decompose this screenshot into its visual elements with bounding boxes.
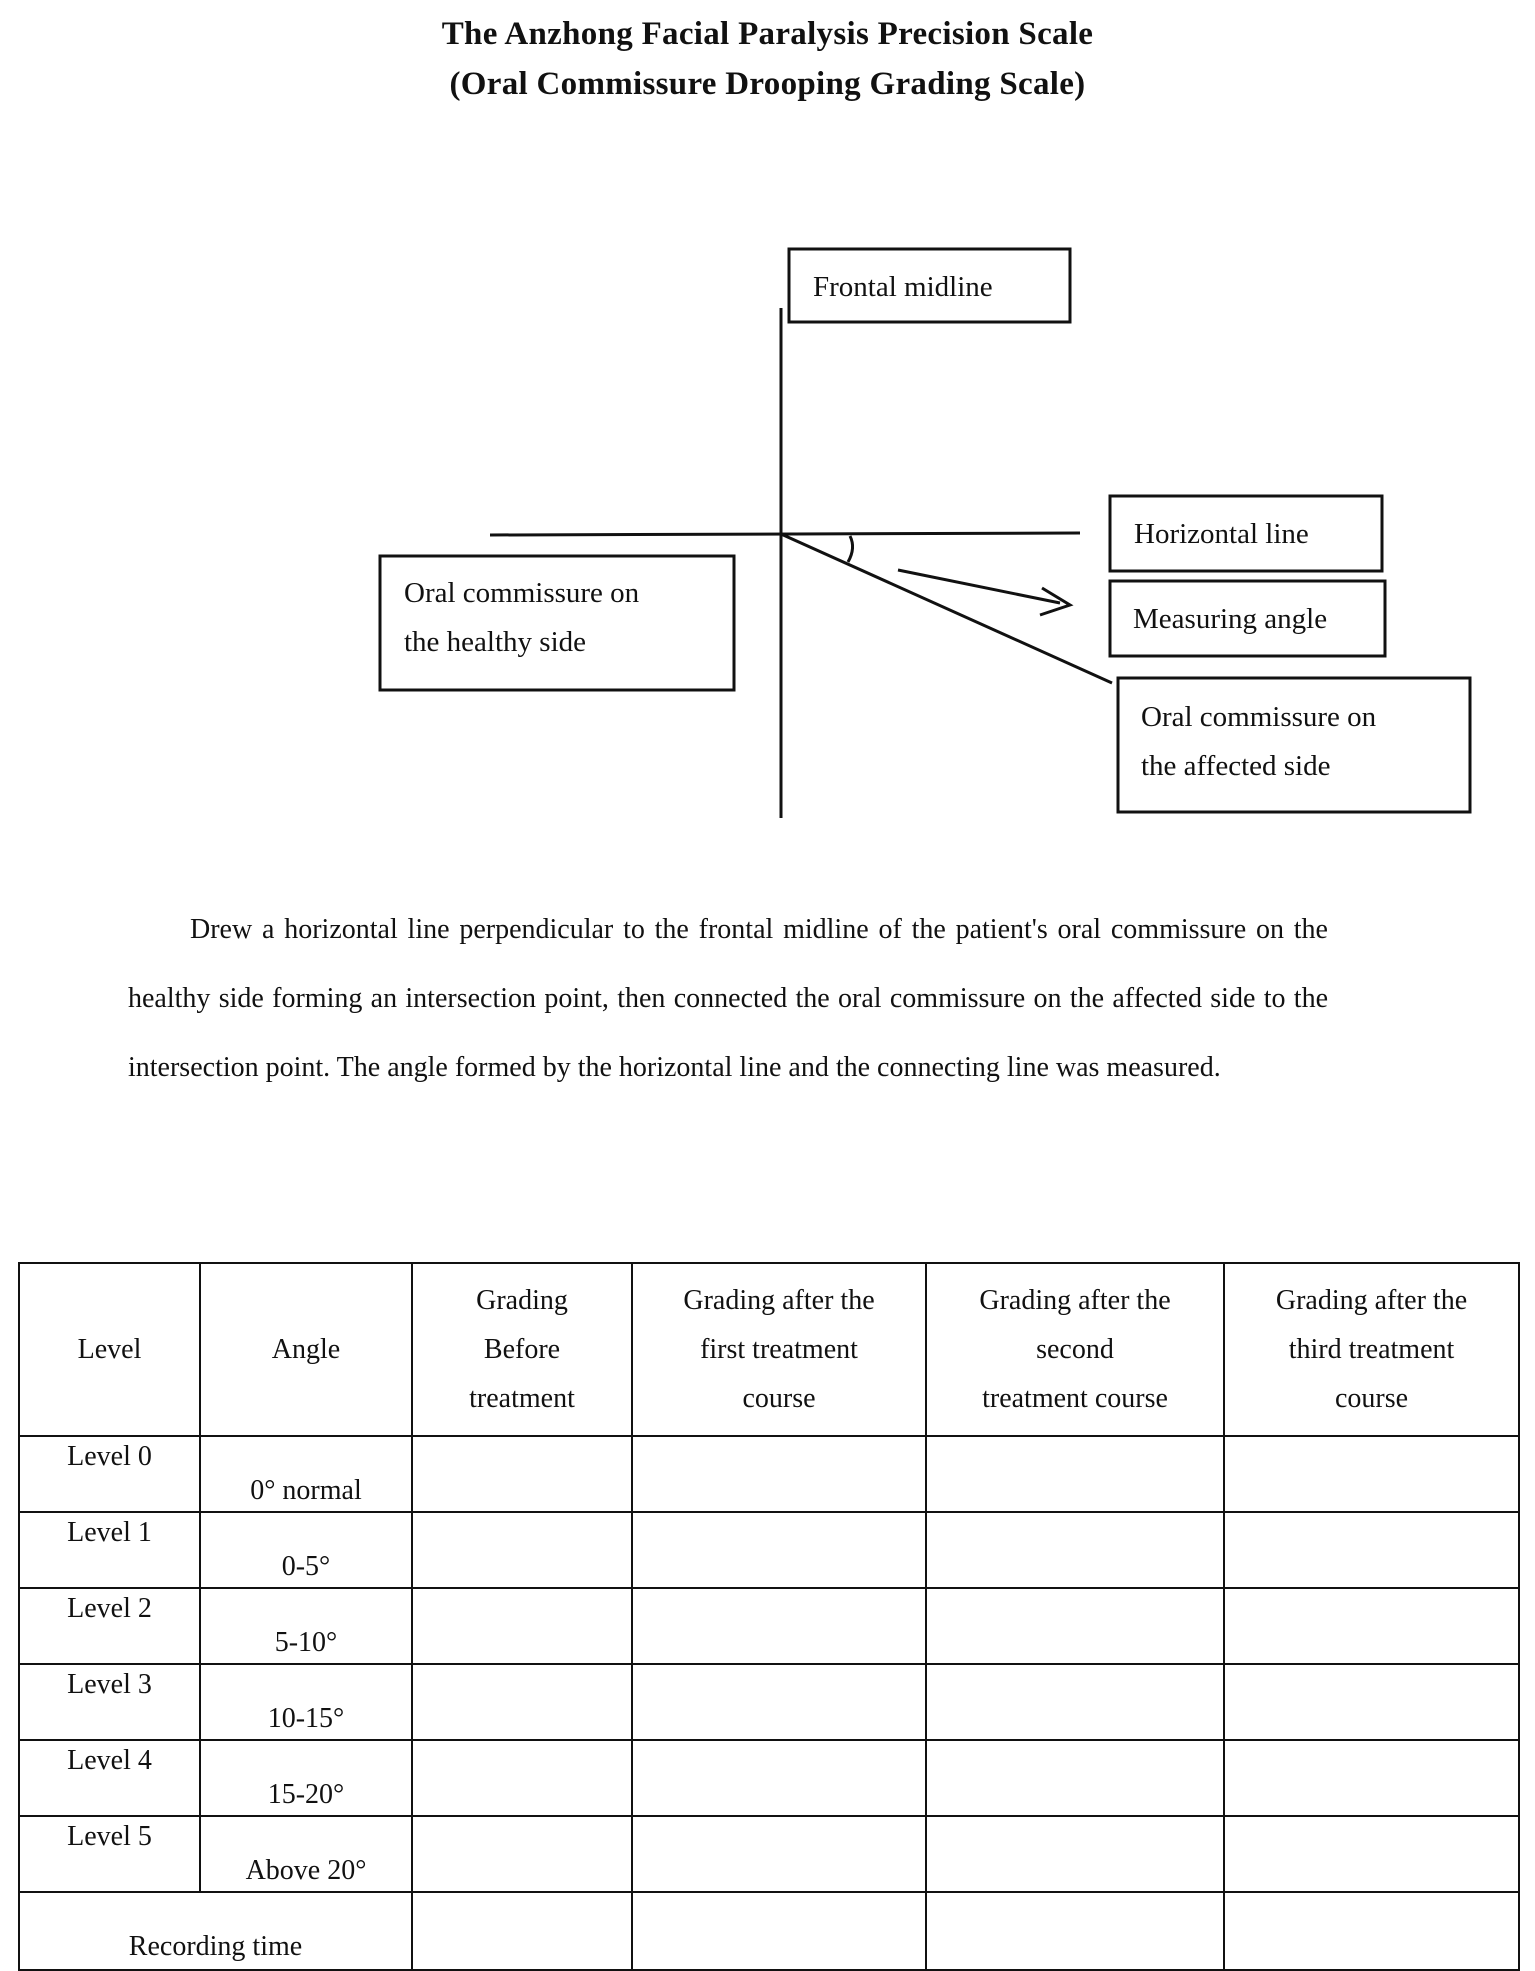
header-third-course	[1224, 1263, 1519, 1436]
header-line: Grading after the	[683, 1285, 875, 1316]
angle-cell: 0-5°	[200, 1512, 412, 1588]
header-line: treatment course	[982, 1383, 1168, 1414]
healthy-side-label-line2: the healthy side	[404, 626, 587, 658]
table-row	[19, 1512, 1519, 1588]
method-description: Drew a horizontal line perpendicular to the frontal midline of the patient's oral commissure on the healthy side forming an intersection point, then connected the oral commissure on the affected side to the intersection point. The angle formed by the horizontal line and the connecting line was measured.	[128, 914, 1328, 1083]
horizontal-line-label: Horizontal line	[1134, 518, 1309, 550]
recording-third-cell	[1224, 1892, 1519, 1970]
header-line: first treatment	[700, 1334, 858, 1365]
grading-third-cell	[1224, 1588, 1519, 1664]
affected-side-label-line1: Oral commissure on	[1141, 701, 1377, 733]
grading-first-cell	[632, 1588, 926, 1664]
grading-second-cell	[926, 1664, 1224, 1740]
angle-diagram	[0, 0, 1535, 840]
header-line: course	[1334, 1383, 1409, 1414]
grading-second-cell	[926, 1512, 1224, 1588]
angle-cell: 15-20°	[200, 1740, 412, 1816]
header-line: treatment	[469, 1383, 575, 1414]
header-angle: Angle	[200, 1263, 412, 1436]
recording-first-cell	[632, 1892, 926, 1970]
header-line: course	[742, 1383, 816, 1414]
grading-before-cell	[412, 1664, 632, 1740]
level-cell: Level 4	[19, 1740, 200, 1816]
table-row	[19, 1740, 1519, 1816]
level-cell: Level 0	[19, 1436, 200, 1512]
grading-before-cell	[412, 1512, 632, 1588]
level-cell: Level 3	[19, 1664, 200, 1740]
affected-side-box	[1118, 678, 1470, 812]
angle-cell: Above 20°	[200, 1816, 412, 1892]
grading-before-cell	[412, 1588, 632, 1664]
header-line: Grading after the	[979, 1285, 1171, 1316]
measuring-angle-label: Measuring angle	[1133, 603, 1328, 635]
recording-second-cell	[926, 1892, 1224, 1970]
level-cell: Level 2	[19, 1588, 200, 1664]
grading-second-cell	[926, 1816, 1224, 1892]
frontal-midline-label: Frontal midline	[813, 271, 993, 303]
header-line: third treatment	[1288, 1334, 1455, 1365]
header-level: Level	[19, 1263, 200, 1436]
header-line: Before	[483, 1334, 561, 1365]
grading-first-cell	[632, 1436, 926, 1512]
table-header-row	[19, 1263, 1519, 1436]
grading-first-cell	[632, 1740, 926, 1816]
grading-table	[18, 1262, 1520, 1971]
grading-second-cell	[926, 1436, 1224, 1512]
level-cell: Level 5	[19, 1816, 200, 1892]
grading-third-cell	[1224, 1436, 1519, 1512]
angle-cell: 5-10°	[200, 1588, 412, 1664]
table-row	[19, 1436, 1519, 1512]
header-before-treatment	[412, 1263, 632, 1436]
grading-third-cell	[1224, 1512, 1519, 1588]
table-row	[19, 1588, 1519, 1664]
table-row	[19, 1664, 1519, 1740]
affected-side-label-line2: the affected side	[1141, 750, 1331, 782]
recording-time-label: Recording time	[19, 1892, 412, 1970]
title-line-2: (Oral Commissure Drooping Grading Scale)	[449, 66, 1086, 102]
header-line: Grading	[476, 1285, 568, 1316]
grading-before-cell	[412, 1740, 632, 1816]
grading-first-cell	[632, 1816, 926, 1892]
grading-before-cell	[412, 1436, 632, 1512]
grading-second-cell	[926, 1588, 1224, 1664]
grading-third-cell	[1224, 1740, 1519, 1816]
grading-third-cell	[1224, 1816, 1519, 1892]
recording-time-row	[19, 1892, 1519, 1970]
healthy-side-label-line1: Oral commissure on	[404, 577, 640, 609]
header-first-course	[632, 1263, 926, 1436]
angle-cell: 10-15°	[200, 1664, 412, 1740]
table-row	[19, 1816, 1519, 1892]
header-line: second	[1036, 1334, 1114, 1365]
angle-arc	[848, 536, 853, 562]
angle-cell: 0° normal	[200, 1436, 412, 1512]
header-line: Grading after the	[1275, 1285, 1468, 1316]
recording-before-cell	[412, 1892, 632, 1970]
grading-before-cell	[412, 1816, 632, 1892]
grading-first-cell	[632, 1664, 926, 1740]
grading-second-cell	[926, 1740, 1224, 1816]
header-second-course	[926, 1263, 1224, 1436]
title-line-1: The Anzhong Facial Paralysis Precision Scale	[441, 16, 1094, 52]
grading-first-cell	[632, 1512, 926, 1588]
grading-third-cell	[1224, 1664, 1519, 1740]
level-cell: Level 1	[19, 1512, 200, 1588]
